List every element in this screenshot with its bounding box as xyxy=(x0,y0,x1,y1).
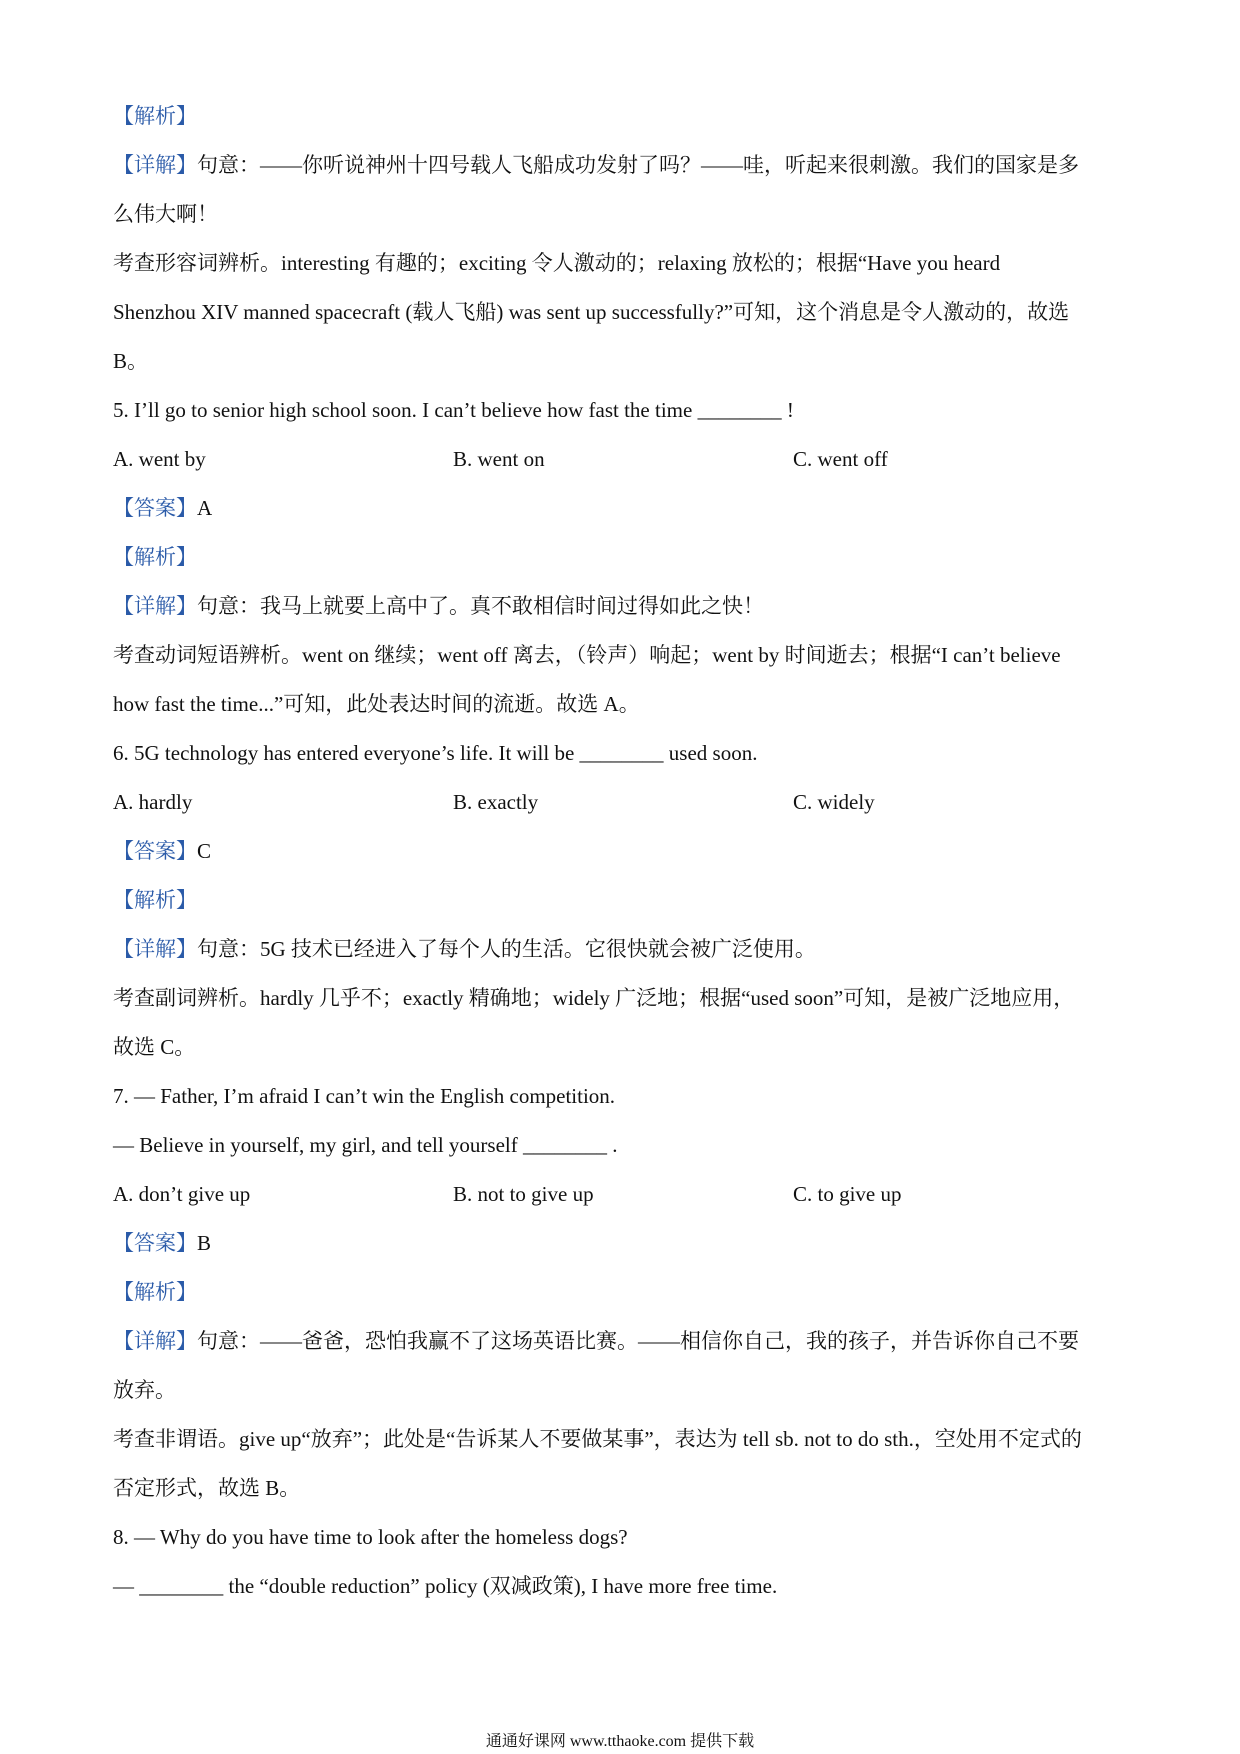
q7-detail-text: 句意：——爸爸，恐怕我赢不了这场英语比赛。——相信你自己，我的孩子，并告诉你自己不要 xyxy=(197,1329,1079,1353)
q7-answer-value: B xyxy=(197,1231,212,1255)
q8-stem-2: — ________ the “double reduction” policy (双减政策), I have more free time. xyxy=(113,1574,778,1598)
q7-stem-1: 7. — Father, I’m afraid I can’t win the English competition. xyxy=(113,1084,616,1108)
answer-label: 【答案】 xyxy=(113,1231,197,1255)
q6-detail-text: 句意：5G 技术已经进入了每个人的生活。它很快就会被广泛使用。 xyxy=(197,937,816,961)
page-footer: 通通好课网 www.tthaoke.com 提供下载 xyxy=(485,1733,755,1750)
answer-label: 【答案】 xyxy=(113,839,197,863)
q7-detail xyxy=(113,1317,1133,1366)
q5-options xyxy=(113,435,1133,484)
q5-option-b: B. went on xyxy=(453,447,545,471)
q6-explanation-2: 故选 C。 xyxy=(113,1035,196,1059)
q7-explanation-1: 考查非谓语。give up“放弃”；此处是“告诉某人不要做某事”，表达为 tell sb. not to do sth.，空处用不定式的 xyxy=(113,1427,1082,1451)
q7-option-a: A. don’t give up xyxy=(113,1182,251,1206)
q5-stem: 5. I’ll go to senior high school soon. I can’t believe how fast the time ________ ! xyxy=(113,398,794,422)
answer-label: 【答案】 xyxy=(113,496,197,520)
q6-answer-value: C xyxy=(197,839,212,863)
q5-answer xyxy=(113,484,1133,533)
q6-options xyxy=(113,778,1133,827)
document-page xyxy=(113,92,1133,1611)
q7-explanation-2: 否定形式，故选 B。 xyxy=(113,1476,301,1500)
analysis-label: 【解析】 xyxy=(113,104,197,128)
q4-explanation-3: B。 xyxy=(113,349,149,373)
q8-stem-1: 8. — Why do you have time to look after the homeless dogs? xyxy=(113,1525,628,1549)
q6-detail xyxy=(113,925,1133,974)
q7-stem-2: — Believe in yourself, my girl, and tell yourself ________ . xyxy=(113,1133,618,1157)
q7-options xyxy=(113,1170,1133,1219)
q7-answer xyxy=(113,1219,1133,1268)
q5-option-a: A. went by xyxy=(113,447,206,471)
detail-label: 【详解】 xyxy=(113,594,197,618)
q6-option-c: C. widely xyxy=(793,790,875,814)
q4-detail-text: 句意：——你听说神州十四号载人飞船成功发射了吗？——哇，听起来很刺激。我们的国家是多 xyxy=(197,153,1079,177)
q7-option-b: B. not to give up xyxy=(453,1182,594,1206)
q6-option-a: A. hardly xyxy=(113,790,193,814)
q6-stem: 6. 5G technology has entered everyone’s life. It will be ________ used soon. xyxy=(113,741,758,765)
detail-label: 【详解】 xyxy=(113,153,197,177)
q4-detail-cont: 么伟大啊！ xyxy=(113,202,218,226)
q4-explanation-1: 考查形容词辨析。interesting 有趣的；exciting 令人激动的；relaxing 放松的；根据“Have you heard xyxy=(113,251,1001,275)
detail-label: 【详解】 xyxy=(113,937,197,961)
analysis-label: 【解析】 xyxy=(113,888,197,912)
q5-option-c: C. went off xyxy=(793,447,888,471)
q5-explanation-2: how fast the time...”可知，此处表达时间的流逝。故选 A。 xyxy=(113,692,640,716)
q6-option-b: B. exactly xyxy=(453,790,539,814)
analysis-label: 【解析】 xyxy=(113,545,197,569)
q7-option-c: C. to give up xyxy=(793,1182,902,1206)
q6-answer xyxy=(113,827,1133,876)
q5-explanation-1: 考查动词短语辨析。went on 继续；went off 离去，（铃声）响起；went by 时间逝去；根据“I can’t believe xyxy=(113,643,1061,667)
detail-label: 【详解】 xyxy=(113,1329,197,1353)
q5-detail-text: 句意：我马上就要上高中了。真不敢相信时间过得如此之快！ xyxy=(197,594,764,618)
q7-detail-cont: 放弃。 xyxy=(113,1378,176,1402)
q4-explanation-2: Shenzhou XIV manned spacecraft (载人飞船) was sent up successfully?”可知，这个消息是令人激动的，故选 xyxy=(113,300,1070,324)
q5-detail xyxy=(113,582,1133,631)
q4-detail xyxy=(113,141,1133,190)
q5-answer-value: A xyxy=(197,496,213,520)
q6-explanation-1: 考查副词辨析。hardly 几乎不；exactly 精确地；widely 广泛地；根据“used soon”可知，是被广泛地应用， xyxy=(113,986,1075,1010)
analysis-label: 【解析】 xyxy=(113,1280,197,1304)
